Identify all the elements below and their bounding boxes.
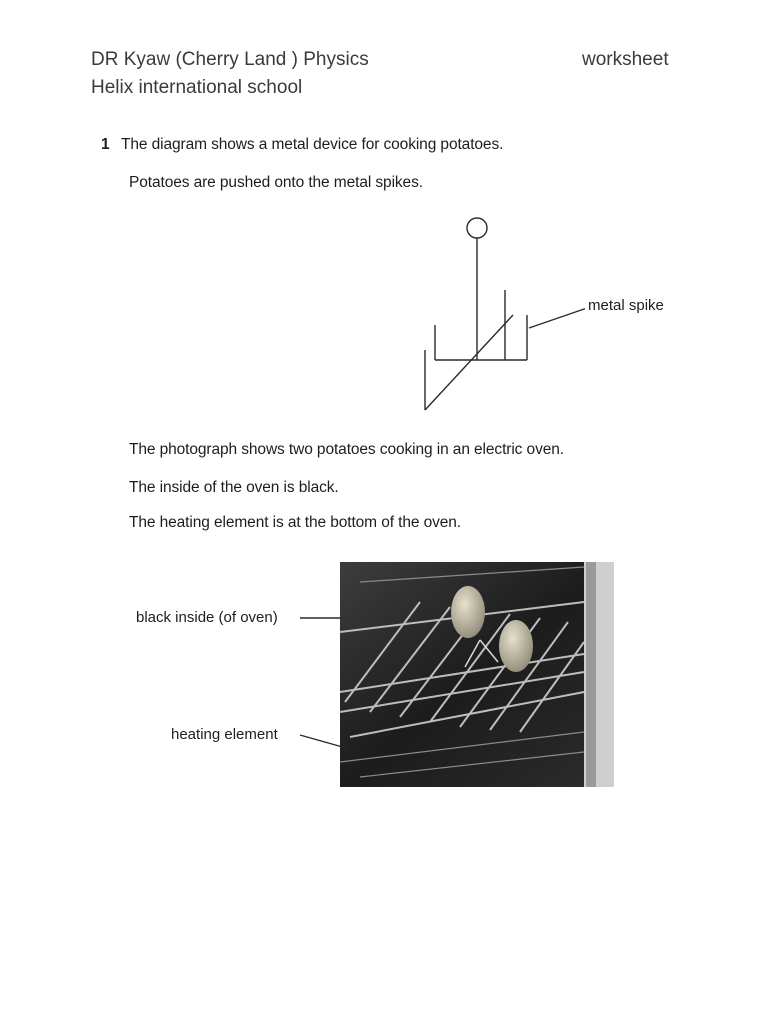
handle-ring [467, 218, 487, 238]
potato-left [451, 586, 485, 638]
potato-device-diagram [415, 210, 585, 415]
question-text-line-4: The inside of the oven is black. [129, 479, 339, 496]
question-text-line-3: The photograph shows two potatoes cooking in an electric oven. [129, 441, 564, 458]
worksheet-label: worksheet [582, 49, 669, 70]
question-text-line-5: The heating element is at the bottom of the oven. [129, 514, 462, 531]
potato-right [499, 620, 533, 672]
heating-element-label: heating element [171, 726, 278, 743]
oven-photograph [340, 562, 614, 787]
metal-spike-label: metal spike [588, 297, 664, 314]
front-leg [425, 315, 513, 410]
black-inside-label: black inside (of oven) [136, 609, 278, 626]
school-name: Helix international school [91, 77, 303, 98]
question-text-line-1: The diagram shows a metal device for cooking potatoes. [121, 136, 504, 153]
question-number: 1 [101, 136, 110, 153]
teacher-name: DR Kyaw (Cherry Land ) Physics [91, 49, 369, 70]
label-pointer [529, 308, 585, 328]
question-text-line-2: Potatoes are pushed onto the metal spikes. [129, 174, 423, 191]
